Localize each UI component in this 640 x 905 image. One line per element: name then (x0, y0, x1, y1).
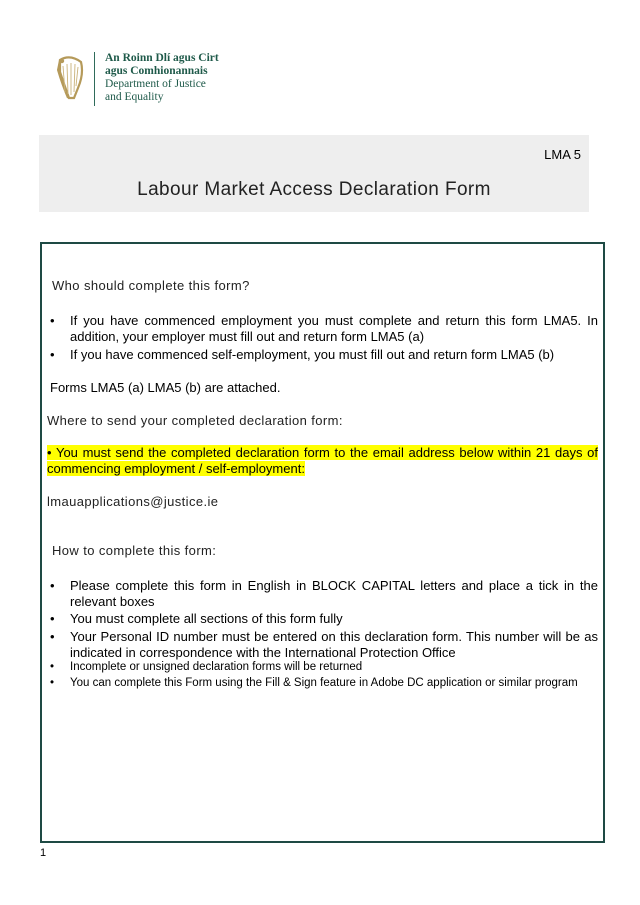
department-logo (54, 50, 224, 110)
how-bullet-5: You can complete this Form using the Fill & Sign feature in Adobe DC application or similar program (70, 677, 578, 689)
who-bullet-1: If you have commenced employment you must complete and return this form LMA5. In addition, your employer must fill out and return form LMA5 (a) (70, 313, 598, 344)
bullet-dot: • (50, 661, 55, 673)
title-band (39, 135, 589, 212)
harp-emblem-icon (54, 54, 86, 102)
department-name (105, 52, 219, 104)
form-title: Labour Market Access Declaration Form (137, 179, 491, 200)
instructions-box (40, 242, 605, 843)
how-bullet-4: Incomplete or unsigned declaration forms will be returned (70, 661, 363, 673)
where-heading: Where to send your completed declaration form: (47, 413, 343, 428)
dept-english-line-2: and Equality (105, 91, 164, 103)
how-bullet-2: You must complete all sections of this form fully (70, 611, 343, 626)
submission-email[interactable]: lmauapplications@justice.ie (47, 494, 219, 509)
attached-note: Forms LMA5 (a) LMA5 (b) are attached. (50, 380, 281, 395)
send-instruction (47, 445, 598, 477)
bullet-dot: • (50, 611, 55, 626)
dept-irish-line-2: agus Comhionannais (105, 65, 208, 77)
how-bullet-1: Please complete this form in English in BLOCK CAPITAL letters and place a tick in the relevant boxes (70, 578, 598, 609)
dept-english-line-1: Department of Justice (105, 78, 206, 90)
dept-irish-line-1: An Roinn Dlí agus Cirt (105, 52, 219, 64)
bullet-dot: • (50, 347, 55, 362)
who-bullet-2: If you have commenced self-employment, you must fill out and return form LMA5 (b) (70, 347, 555, 362)
how-heading: How to complete this form: (52, 543, 217, 558)
how-bullet-3: Your Personal ID number must be entered on this declaration form. This number will be as indicated in correspondence with the International Protection Office (70, 629, 598, 660)
send-instruction-text: • You must send the completed declaration form to the email address below within 21 days of commencing employment / self-employment: (47, 445, 598, 476)
bullet-dot: • (50, 578, 55, 593)
page-number: 1 (40, 847, 47, 859)
bullet-dot: • (50, 313, 55, 328)
logo-divider (94, 52, 95, 106)
bullet-dot: • (50, 677, 55, 689)
form-code: LMA 5 (544, 147, 581, 162)
who-heading: Who should complete this form? (52, 278, 250, 293)
bullet-dot: • (50, 629, 55, 644)
